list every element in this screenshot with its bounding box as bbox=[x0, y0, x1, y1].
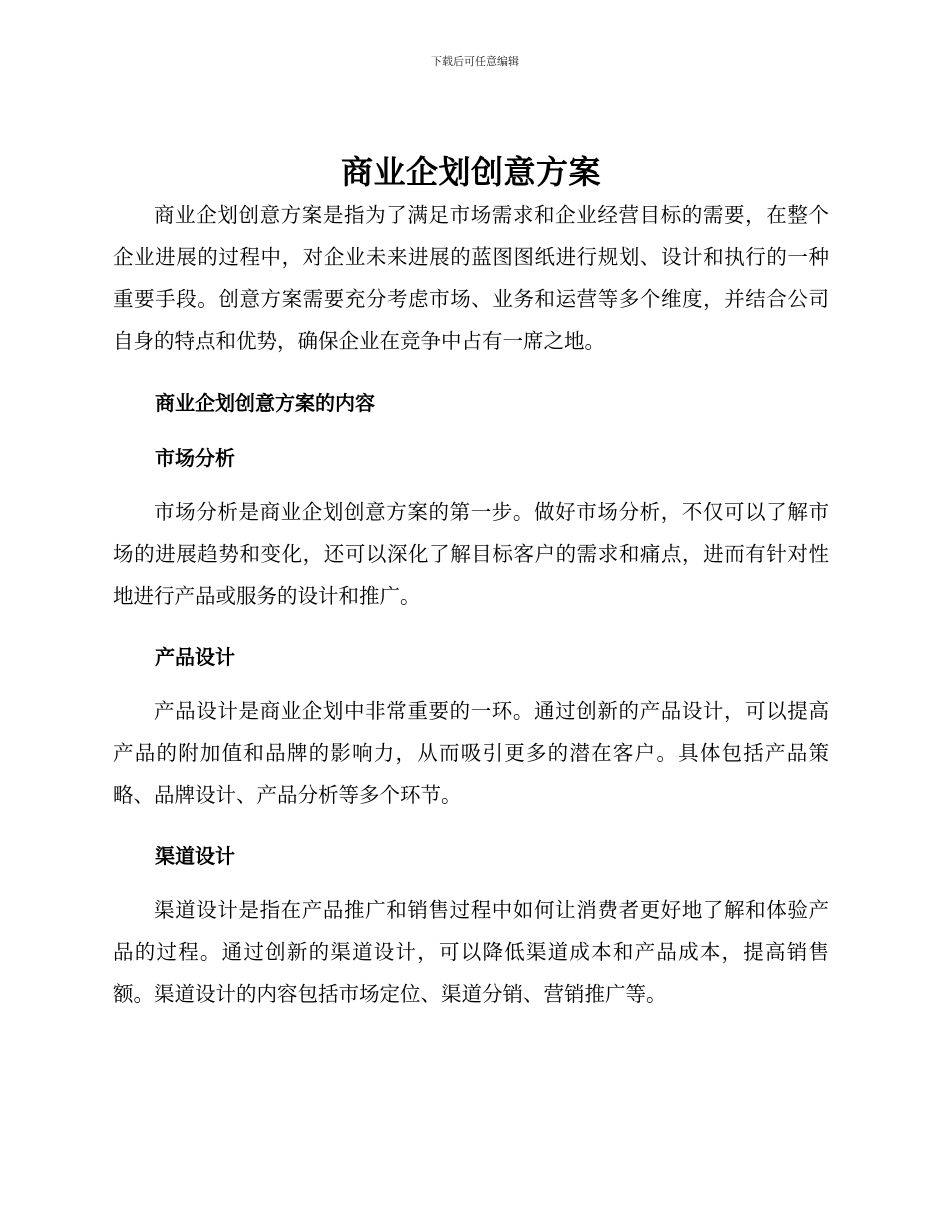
document-title: 商业企划创意方案 bbox=[340, 153, 601, 191]
contents-heading: 商业企划创意方案的内容 bbox=[155, 391, 375, 415]
section-text-product-design: 产品设计是商业企划中非常重要的一环。通过创新的产品设计，可以提高产品的附加值和品牌的影响力，从而吸引更多的潜在客户。具体包括产品策略、品牌设计、产品分析等多个环节。 bbox=[113, 699, 829, 807]
page-header-note: 下载后可任意编辑 bbox=[431, 55, 519, 68]
section-heading-channel-design: 渠道设计 bbox=[155, 844, 235, 868]
section-text-channel-design: 渠道设计是指在产品推广和销售过程中如何让消费者更好地了解和体验产品的过程。通过创新的渠道设计，可以降低渠道成本和产品成本，提高销售额。渠道设计的内容包括市场定位、渠道分销、营销推广等。 bbox=[113, 898, 829, 1006]
document-body bbox=[113, 150, 829, 1015]
section-text-market-analysis: 市场分析是商业企划创意方案的第一步。做好市场分析，不仅可以了解市场的进展趋势和变化，还可以深化了解目标客户的需求和痛点，进而有针对性地进行产品或服务的设计和推广。 bbox=[113, 500, 829, 608]
intro-paragraph: 商业企划创意方案是指为了满足市场需求和企业经营目标的需要，在整个企业进展的过程中，对企业未来进展的蓝图图纸进行规划、设计和执行的一种重要手段。创意方案需要充分考虑市场、业务和运营等多个维度，并结合公司自身的特点和优势，确保企业在竞争中占有一席之地。 bbox=[113, 203, 829, 353]
section-heading-product-design: 产品设计 bbox=[155, 645, 235, 669]
section-heading-market-analysis: 市场分析 bbox=[155, 446, 235, 470]
